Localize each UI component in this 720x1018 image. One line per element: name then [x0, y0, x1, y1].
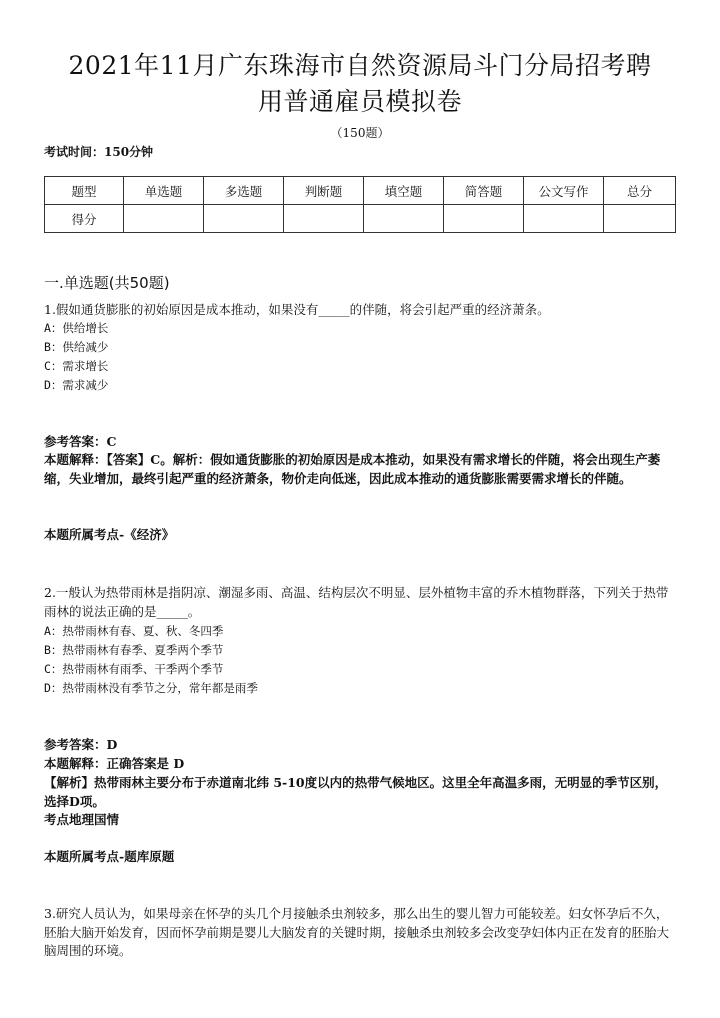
score-table-header-row: [45, 177, 676, 205]
score-table: [44, 176, 676, 233]
doc-title-line1: 2021年11月广东珠海市自然资源局斗门分局招考聘: [68, 51, 652, 80]
question-1-explanation: 本题解释：【答案】C。解析：假如通货膨胀的初始原因是成本推动，如果没有需求增长的伴随，将会出现生产萎缩，失业增加，最终引起严重的经济萧条，物价走向低迷，因此成本推动的通货膨胀需要需求增长的伴随。: [44, 452, 661, 486]
question-2-topic: 本题所属考点-题库原题: [44, 849, 175, 864]
question-2-option-d: D：热带雨林没有季节之分，常年都是雨季: [44, 681, 258, 695]
score-cell: [284, 205, 364, 233]
header-cell: 填空题: [364, 177, 444, 205]
header-cell: 单选题: [124, 177, 204, 205]
score-cell: [204, 205, 284, 233]
exam-time: 考试时间：150分钟: [44, 145, 154, 159]
header-cell: 题型: [45, 177, 124, 205]
score-cell: [524, 205, 604, 233]
score-table-score-row: [45, 205, 676, 233]
header-cell: 多选题: [204, 177, 284, 205]
question-2-answer: 参考答案：D: [44, 737, 118, 752]
question-1-option-c: C：需求增长: [44, 359, 109, 373]
question-count: （150题）: [330, 126, 390, 140]
doc-title-line2: 用普通雇员模拟卷: [257, 87, 462, 116]
score-cell: [604, 205, 676, 233]
score-cell: [444, 205, 524, 233]
section-title: 一.单选题(共50题): [44, 274, 170, 292]
score-cell: [364, 205, 444, 233]
question-1-option-d: D：需求减少: [44, 378, 109, 392]
question-2-option-a: A：热带雨林有春、夏、秋、冬四季: [44, 624, 224, 638]
header-cell: 简答题: [444, 177, 524, 205]
question-2-option-c: C：热带雨林有雨季、干季两个季节: [44, 662, 224, 676]
question-2-stem: 2.一般认为热带雨林是指阴凉、潮湿多雨、高温、结构层次不明显、层外植物丰富的乔木植物群落，下列关于热带雨林的说法正确的是_____。: [44, 585, 669, 619]
question-1-option-b: B：供给减少: [44, 340, 109, 354]
question-2-explanation-line2: 【解析】热带雨林主要分布于赤道南北纬 5-10度以内的热带气候地区。这里全年高温多雨，无明显的季节区别，选择D项。: [44, 775, 668, 809]
question-2-option-b: B：热带雨林有春季、夏季两个季节: [44, 643, 224, 657]
header-cell: 公文写作: [524, 177, 604, 205]
question-2-explanation-line1: 本题解释：正确答案是 D: [44, 756, 185, 771]
score-cell: [124, 205, 204, 233]
question-1-option-a: A：供给增长: [44, 321, 109, 335]
score-row-label: 得分: [45, 205, 124, 233]
question-2-point: 考点地理国情: [44, 812, 120, 827]
question-1-stem: 1.假如通货膨胀的初始原因是成本推动，如果没有_____的伴随，将会引起严重的经济萧条。: [44, 302, 550, 317]
question-1-answer: 参考答案：C: [44, 434, 117, 449]
question-1-topic: 本题所属考点-《经济》: [44, 527, 175, 542]
header-cell: 总分: [604, 177, 676, 205]
question-3-stem: 3.研究人员认为，如果母亲在怀孕的头几个月接触杀虫剂较多，那么出生的婴儿智力可能较差。妇女怀孕后不久，胚胎大脑开始发育，因而怀孕前期是婴儿大脑发育的关键时期，接触杀虫剂较多会改变孕妇体内正在发育的胚胎大脑周围的环境。: [44, 906, 670, 958]
header-cell: 判断题: [284, 177, 364, 205]
